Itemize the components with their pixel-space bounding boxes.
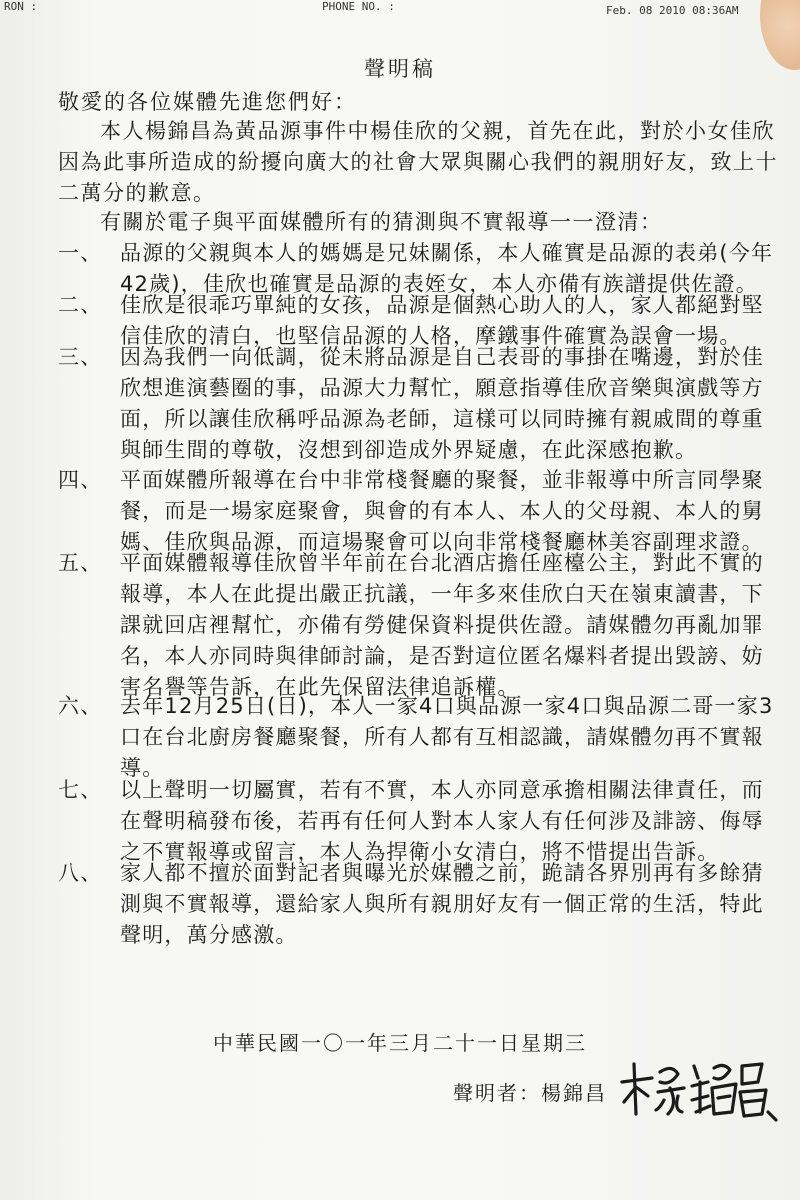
item-number: 五、 xyxy=(58,551,103,575)
item-number: 七、 xyxy=(58,778,103,802)
list-item xyxy=(58,775,778,868)
handwritten-signature xyxy=(612,1052,782,1127)
fax-sender: RON : xyxy=(4,0,38,13)
item-number: 一、 xyxy=(58,241,103,265)
item-text: 家人都不擅於面對記者與曝光於媒體之前，跪請各界別再有多餘猜測與不實報導，還給家人與所有親朋好友有一個正常的生活，特此聲明，萬分感激。 xyxy=(120,861,764,947)
item-number: 二、 xyxy=(58,293,103,317)
list-item xyxy=(58,858,778,951)
item-text: 平面媒體所報導在台中非常棧餐廳的聚餐，並非報導中所言同學聚餐，而是一場家庭聚會，與會的有本人、本人的父母親、本人的舅媽、佳欣與品源，而這場聚會可以向非常棧餐廳林美容副理求證。 xyxy=(120,468,764,554)
item-text: 去年12月25日(日)，本人一家4口與品源一家4口與品源二哥一家3口在台北廚房餐廳聚餐，所有人都有互相認識，請媒體勿再不實報導。 xyxy=(120,694,774,780)
document-date: 中華民國一〇一年三月二十一日星期三 xyxy=(213,1031,587,1055)
item-number: 六、 xyxy=(58,694,103,718)
document-title: 聲明稿 xyxy=(364,57,436,81)
item-text: 平面媒體報導佳欣曾半年前在台北酒店擔任座檯公主，對此不實的報導，本人在此提出嚴正抗議，一年多來佳欣白天在嶺東讀書，下課就回店裡幫忙，亦備有勞健保資料提供佐證。請媒體勿再亂加罪名，本人亦同時與律師討論，是否對這位匿名爆料者提出毀謗、妨害名譽等告訴，在此先保留法律追訴權。 xyxy=(120,551,764,699)
list-item xyxy=(58,548,778,703)
greeting: 敬愛的各位媒體先進您們好： xyxy=(58,90,357,114)
item-number: 八、 xyxy=(58,861,103,885)
item-text: 以上聲明一切屬實，若有不實，本人亦同意承擔相關法律責任，而在聲明稿發布後，若再有任何人對本人家人有任何涉及誹謗、侮辱之不實報導或留言，本人為捍衛小女清白，將不惜提出告訴。 xyxy=(120,778,764,864)
item-number: 三、 xyxy=(58,345,103,369)
intro-paragraph: 本人楊錦昌為黃品源事件中楊佳欣的父親，首先在此，對於小女佳欣因為此事所造成的紛擾向廣大的社會大眾與關心我們的親朋好友，致上十二萬分的歉意。 xyxy=(58,119,778,205)
fax-header xyxy=(0,0,800,18)
fax-phone-label: PHONE NO. : xyxy=(322,0,395,13)
item-number: 四、 xyxy=(58,468,103,492)
item-text: 因為我們一向低調，從未將品源是自己表哥的事掛在嘴邊，對於佳欣想進演藝圈的事，品源大力幫忙，願意指導佳欣音樂與演戲等方面，所以讓佳欣稱呼品源為老師，這樣可以同時擁有親戚間的尊重與師生間的尊敬，沒想到卻造成外界疑慮，在此深感抱歉。 xyxy=(120,345,764,462)
list-item xyxy=(58,691,778,784)
item-text: 佳欣是很乖巧單純的女孩，品源是個熱心助人的人，家人都絕對堅信佳欣的清白，也堅信品源的人格，摩鐵事件確實為誤會一場。 xyxy=(120,293,764,348)
item-text: 品源的父親與本人的媽媽是兄妹關係，本人確實是品源的表弟(今年42歲)，佳欣也確實是品源的表姪女，本人亦備有族譜提供佐證。 xyxy=(120,241,774,296)
list-item xyxy=(58,342,778,466)
declarant-name: 聲明者：楊錦昌 xyxy=(453,1081,607,1105)
list-item xyxy=(58,465,778,558)
fax-timestamp: Feb. 08 2010 08:36AM xyxy=(606,4,739,17)
clarify-heading: 有關於電子與平面媒體所有的猜測與不實報導一一澄清： xyxy=(100,210,663,234)
